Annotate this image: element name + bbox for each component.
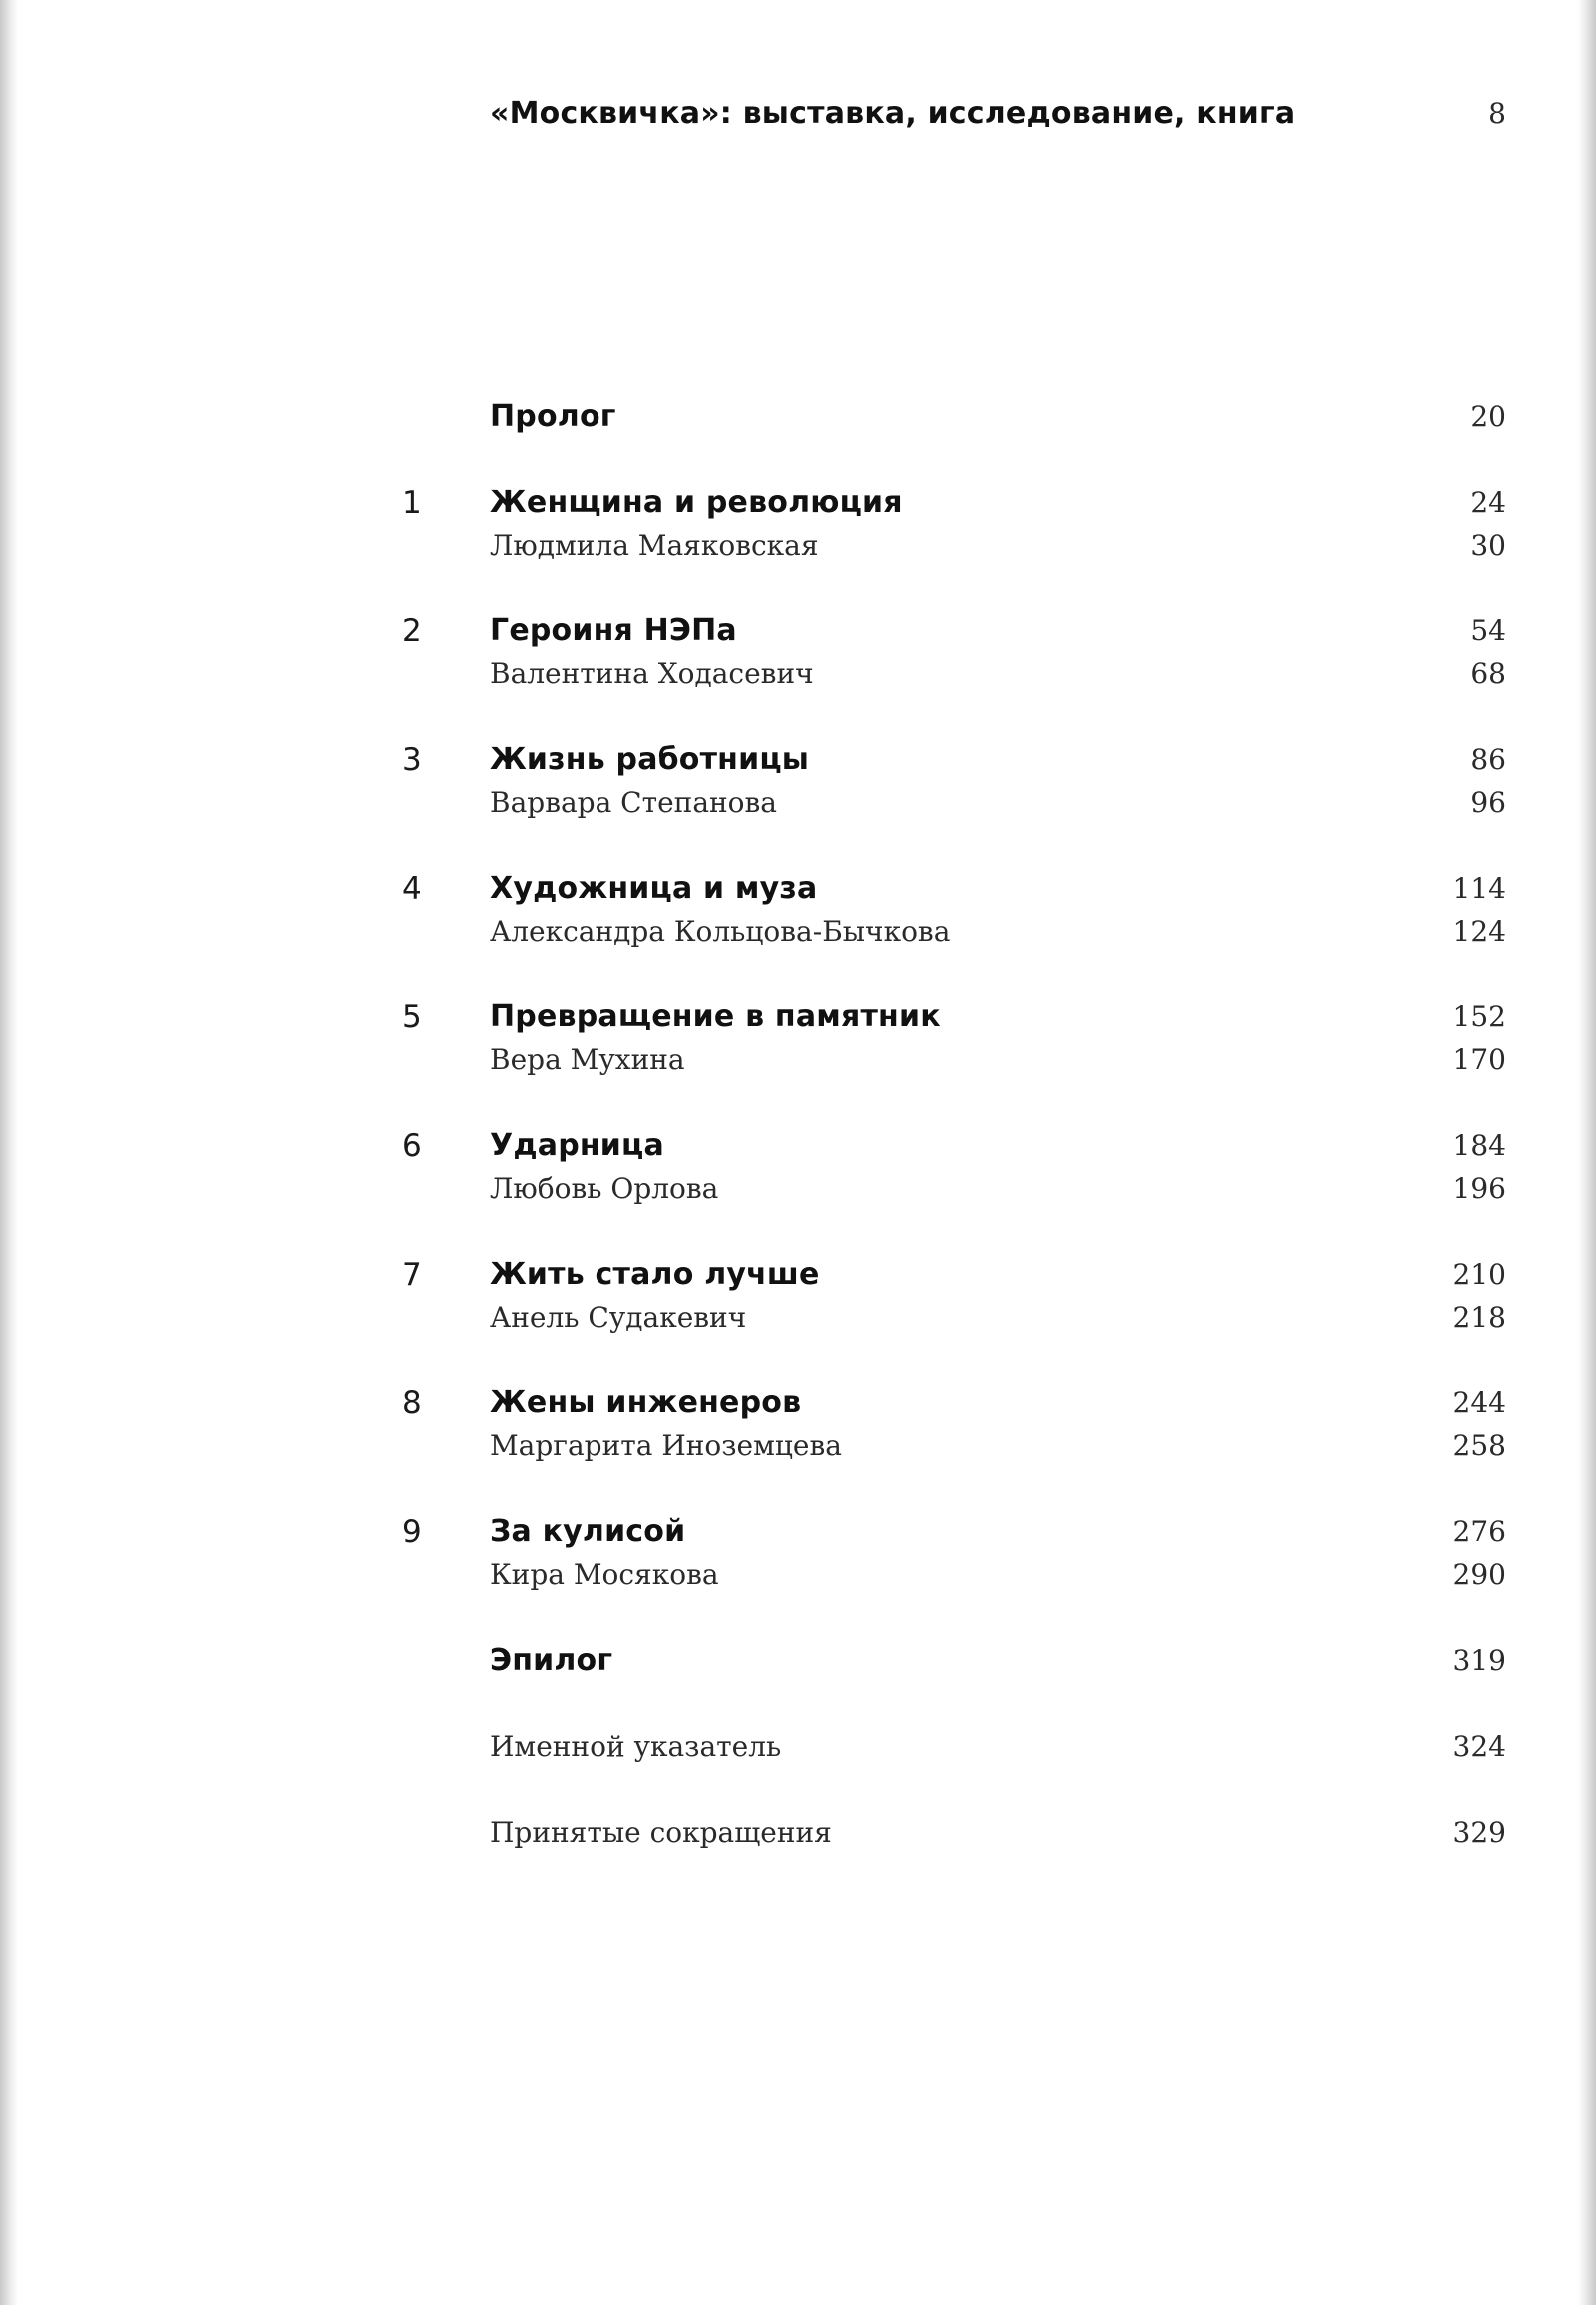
chapter-title: Ударница xyxy=(490,1128,664,1163)
chapter-title: Жизнь работницы xyxy=(490,742,810,777)
chapter-title: За кулисой xyxy=(490,1514,686,1549)
author-page: 290 xyxy=(1452,1558,1506,1591)
chapter-author: Вера Мухина xyxy=(490,1043,685,1076)
chapter-title: Жить стало лучше xyxy=(490,1257,820,1292)
chapter-page: 152 xyxy=(1452,1000,1506,1033)
chapter-number: 4 xyxy=(402,871,422,907)
author-page: 218 xyxy=(1452,1301,1506,1334)
author-page: 170 xyxy=(1452,1043,1506,1076)
chapter-number: 2 xyxy=(402,613,422,649)
entry-page: 329 xyxy=(1452,1816,1506,1849)
chapter-page: 24 xyxy=(1470,486,1506,519)
chapter-page: 54 xyxy=(1470,614,1506,647)
chapter-title: Художница и муза xyxy=(490,871,818,906)
chapter-title: Героиня НЭПа xyxy=(490,613,737,648)
chapter-author: Людмила Маяковская xyxy=(490,529,819,562)
author-page: 124 xyxy=(1452,915,1506,948)
chapter-title: Жены инженеров xyxy=(490,1385,802,1420)
author-page: 68 xyxy=(1470,657,1506,690)
entry-title: Именной указатель xyxy=(490,1730,782,1763)
chapter-page: 184 xyxy=(1452,1129,1506,1162)
chapter-number: 8 xyxy=(402,1385,422,1421)
chapter-number: 7 xyxy=(402,1257,422,1293)
author-page: 96 xyxy=(1470,786,1506,819)
chapter-number: 9 xyxy=(402,1514,422,1550)
chapter-page: 86 xyxy=(1470,743,1506,776)
chapter-author: Маргарита Иноземцева xyxy=(490,1429,842,1462)
entry-title: Пролог xyxy=(490,399,616,434)
chapter-title: Превращение в памятник xyxy=(490,999,941,1034)
chapter-author: Анель Судакевич xyxy=(490,1301,747,1334)
author-page: 30 xyxy=(1470,529,1506,562)
chapter-page: 276 xyxy=(1452,1515,1506,1548)
entry-page: 324 xyxy=(1452,1730,1506,1763)
chapter-page: 114 xyxy=(1452,872,1506,905)
entry-title: Эпилог xyxy=(490,1643,613,1678)
chapter-author: Кира Мосякова xyxy=(490,1558,719,1591)
entry-page: 319 xyxy=(1452,1644,1506,1677)
entry-page: 8 xyxy=(1488,97,1506,130)
chapter-page: 210 xyxy=(1452,1258,1506,1291)
chapter-author: Варвара Степанова xyxy=(490,786,777,819)
chapter-number: 5 xyxy=(402,999,422,1035)
chapter-title: Женщина и революция xyxy=(490,485,903,520)
chapter-page: 244 xyxy=(1452,1386,1506,1419)
entry-title: Принятые сокращения xyxy=(490,1816,832,1849)
entry-title: «Москвичка»: выставка, исследование, книга xyxy=(490,96,1296,131)
chapter-number: 6 xyxy=(402,1128,422,1164)
chapter-author: Любовь Орлова xyxy=(490,1172,719,1205)
author-page: 196 xyxy=(1452,1172,1506,1205)
chapter-author: Александра Кольцова-Бычкова xyxy=(490,915,951,948)
chapter-number: 3 xyxy=(402,742,422,778)
author-page: 258 xyxy=(1452,1429,1506,1462)
entry-page: 20 xyxy=(1470,400,1506,433)
chapter-number: 1 xyxy=(402,485,422,521)
chapter-author: Валентина Ходасевич xyxy=(490,657,814,690)
